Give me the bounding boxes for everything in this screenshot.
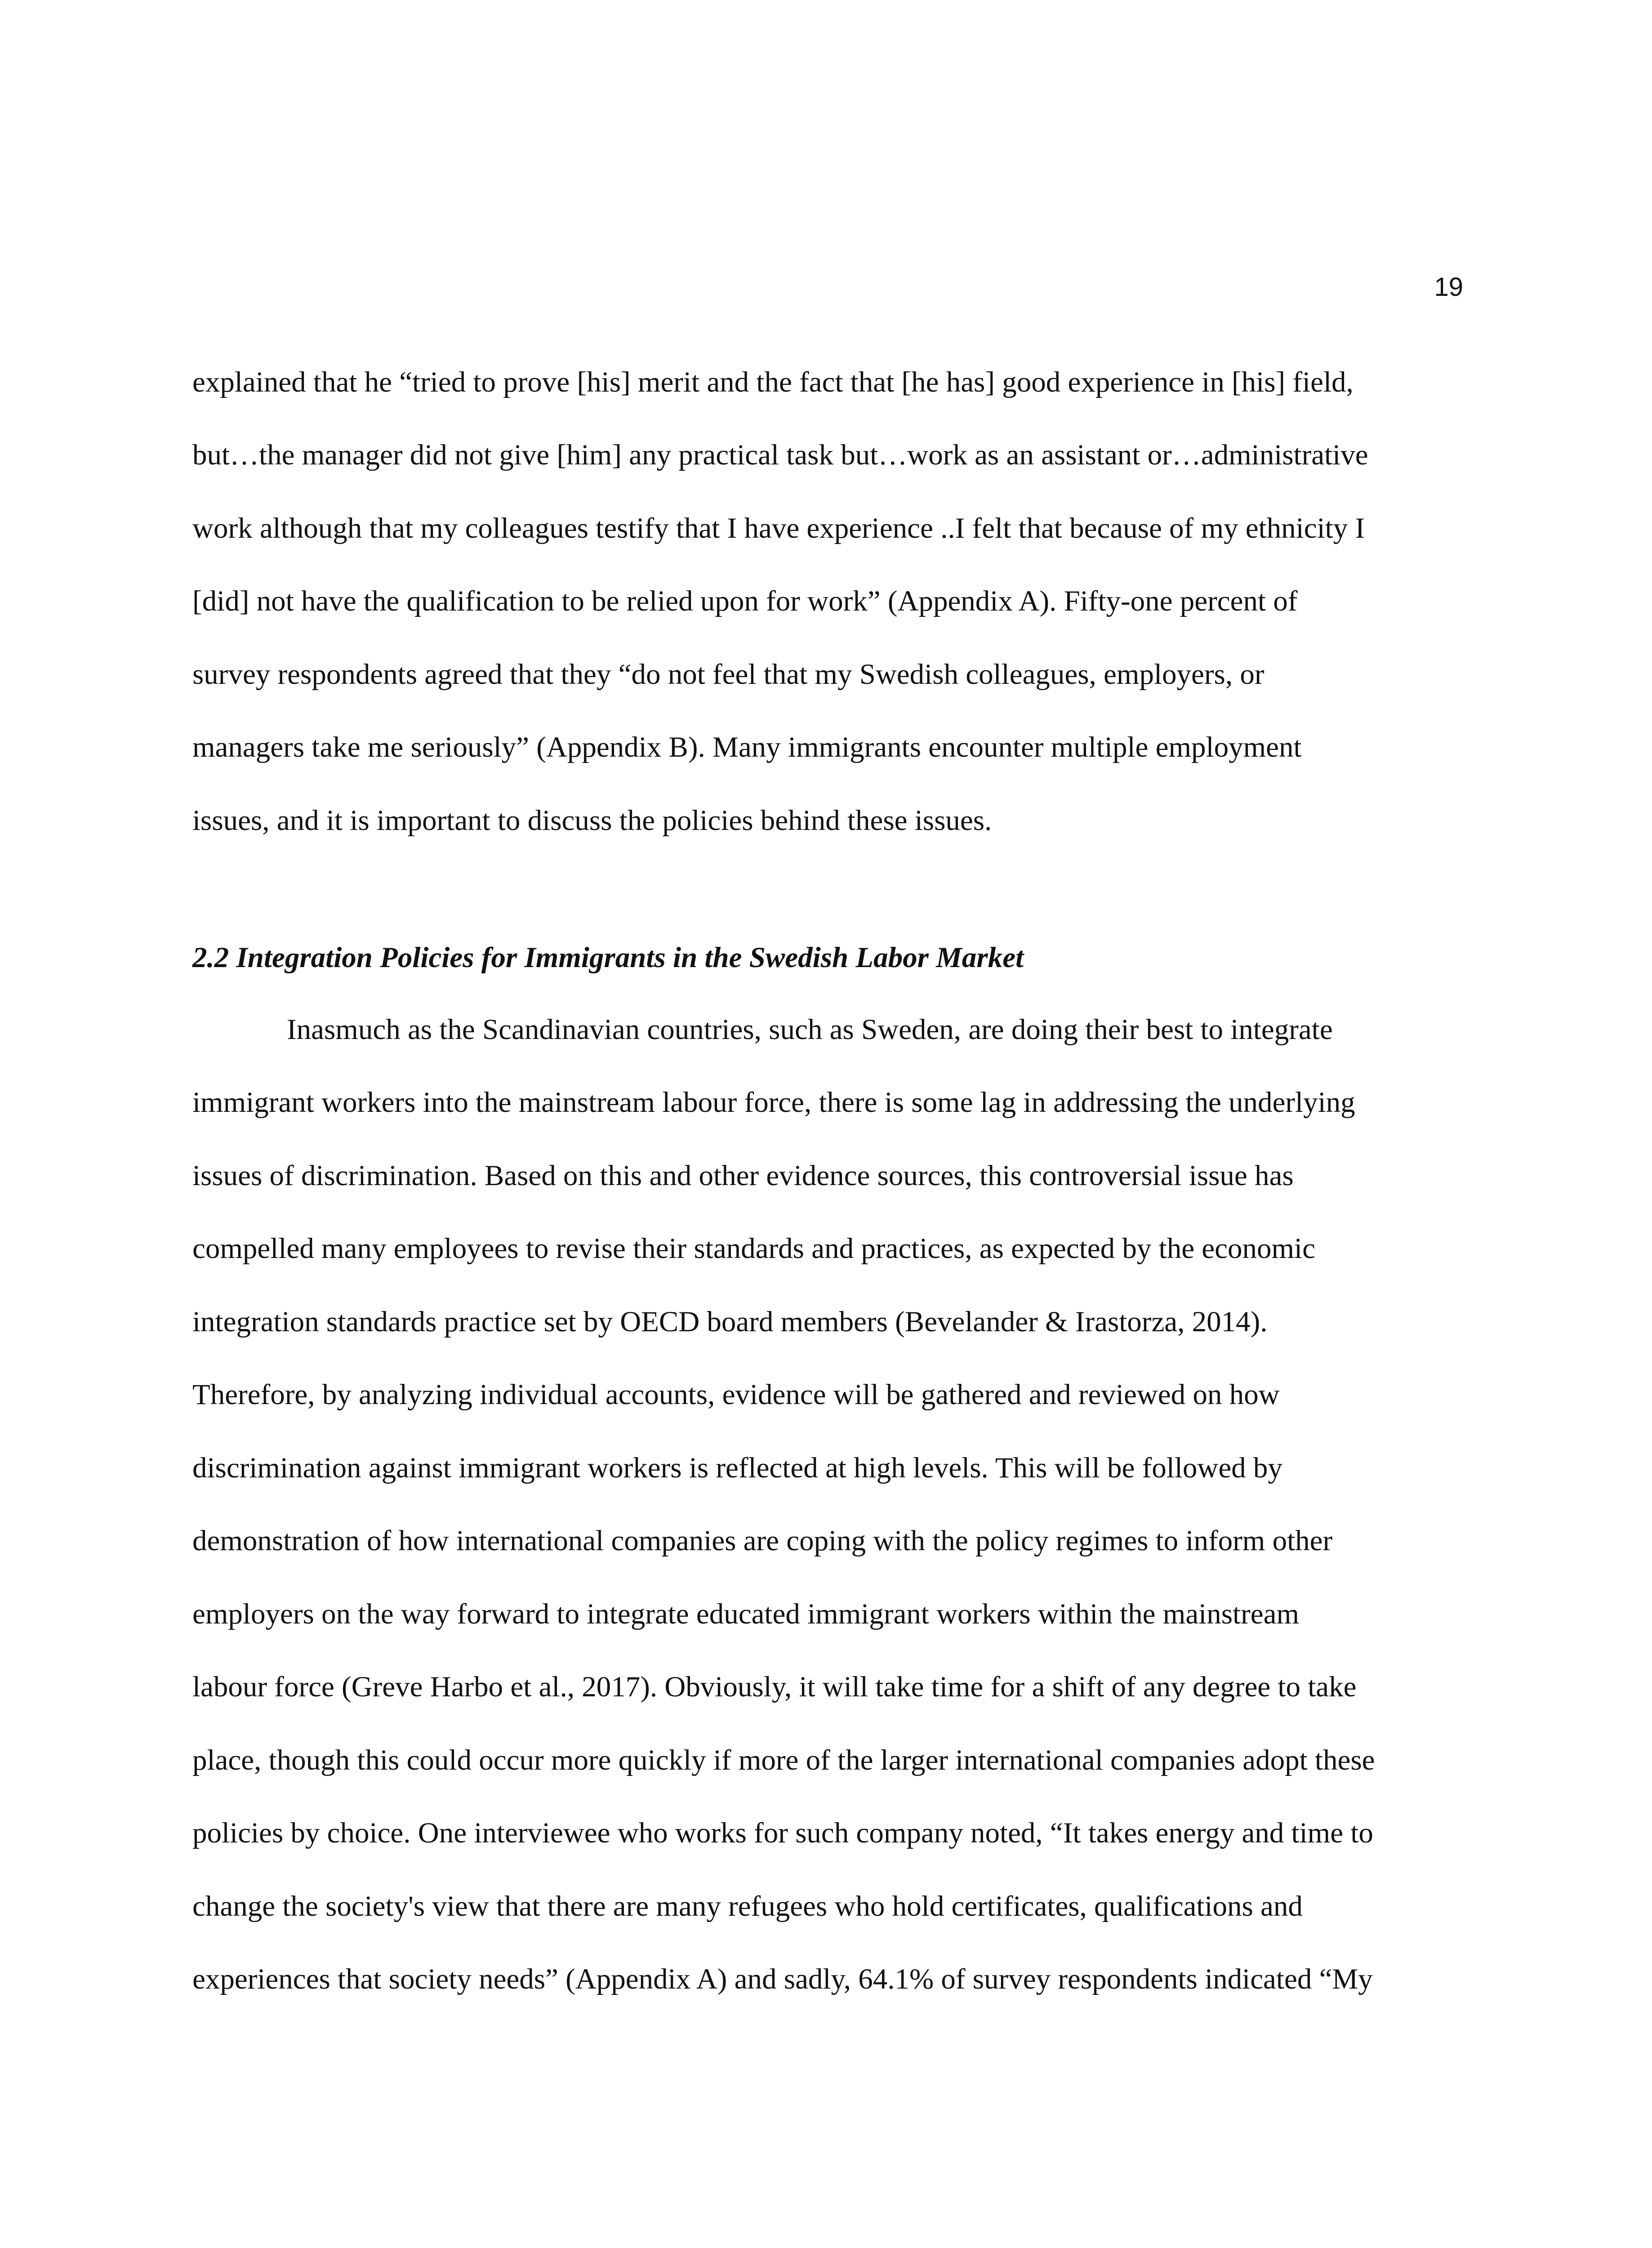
text-line: compelled many employees to revise their standards and practices, as expected by the economic [192, 1232, 1315, 1265]
text-line: place, though this could occur more quickly if more of the larger international companies adopt these [192, 1744, 1375, 1776]
text-line: experiences that society needs” (Appendix A) and sadly, 64.1% of survey respondents indicated “My [192, 1963, 1373, 1995]
text-line: Therefore, by analyzing individual accounts, evidence will be gathered and reviewed on how [192, 1378, 1280, 1411]
text-line: [did] not have the qualification to be relied upon for work” (Appendix A). Fifty-one percent of [192, 585, 1298, 617]
text-line: but…the manager did not give [him] any practical task but…work as an assistant or…administrative [192, 439, 1368, 471]
text-line: work although that my colleagues testify that I have experience ..I felt that because of my ethnicity I [192, 512, 1365, 544]
text-line: labour force (Greve Harbo et al., 2017). Obviously, it will take time for a shift of any degree to take [192, 1671, 1357, 1703]
text-line: immigrant workers into the mainstream labour force, there is some lag in addressing the underlying [192, 1086, 1355, 1119]
page-number: 19 [1434, 272, 1463, 302]
text-line: survey respondents agreed that they “do not feel that my Swedish colleagues, employers, or [192, 658, 1265, 691]
text-line: Inasmuch as the Scandinavian countries, such as Sweden, are doing their best to integrate [287, 1013, 1333, 1046]
text-line: discrimination against immigrant workers is reflected at high levels. This will be followed by [192, 1452, 1282, 1484]
section-heading: 2.2 Integration Policies for Immigrants in the Swedish Labor Market [192, 941, 1024, 974]
text-line: managers take me seriously” (Appendix B). Many immigrants encounter multiple employment [192, 731, 1302, 763]
text-line: employers on the way forward to integrate educated immigrant workers within the mainstream [192, 1598, 1300, 1630]
text-line: explained that he “tried to prove [his] merit and the fact that [he has] good experience in [his] field, [192, 366, 1354, 398]
text-line: demonstration of how international companies are coping with the policy regimes to inform other [192, 1525, 1333, 1557]
text-line: issues, and it is important to discuss the policies behind these issues. [192, 804, 992, 837]
text-line: change the society's view that there are many refugees who hold certificates, qualifications and [192, 1890, 1303, 1922]
text-line: issues of discrimination. Based on this and other evidence sources, this controversial issue has [192, 1160, 1294, 1192]
text-line: policies by choice. One interviewee who works for such company noted, “It takes energy and time to [192, 1817, 1373, 1849]
text-line: integration standards practice set by OECD board members (Bevelander & Irastorza, 2014). [192, 1306, 1268, 1338]
